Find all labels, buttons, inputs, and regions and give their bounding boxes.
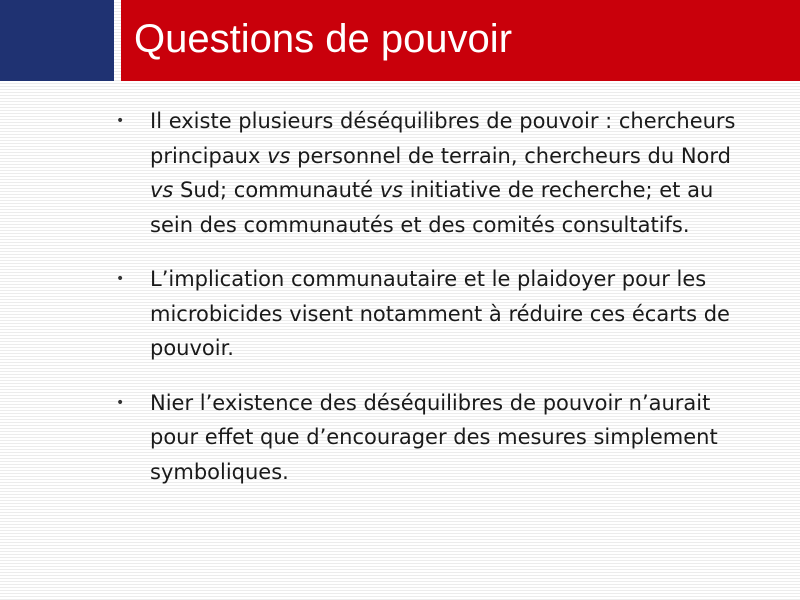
bullet-item (110, 104, 760, 242)
text-run: Il existe plusieurs déséquilibres de pouvoir : chercheurs principaux (150, 109, 736, 168)
bullet-item (110, 386, 760, 490)
text-run: personnel de terrain, chercheurs du Nord (290, 143, 731, 168)
bullet-text (150, 391, 718, 484)
text-run: Sud; communauté (173, 178, 380, 202)
slide-title: Questions de pouvoir (134, 17, 513, 61)
bullet-text (150, 267, 730, 360)
bullet-dot-icon: • (116, 271, 125, 287)
text-run-italic: vs (150, 178, 174, 202)
header-accent-blue (0, 0, 114, 81)
bullet-text (150, 109, 736, 237)
text-run: initiative de recherche; et au sein des communautés et des comités consultatifs. (150, 178, 714, 237)
text-run: Nier l’existence des déséquilibres de pouvoir n’aurait pour effet que d’encourager des mesures simplement symboliques. (150, 390, 718, 484)
text-run-italic: vs (379, 178, 404, 202)
bullet-item (110, 262, 760, 366)
text-run-italic: vs (267, 143, 291, 168)
bullet-dot-icon: • (116, 394, 125, 411)
bullet-list (110, 104, 760, 509)
bullet-dot-icon: • (116, 113, 125, 129)
text-run: L’implication communautaire et le plaidoyer pour les microbicides visent notamment à réduire ces écarts de pouvoir. (150, 267, 730, 360)
